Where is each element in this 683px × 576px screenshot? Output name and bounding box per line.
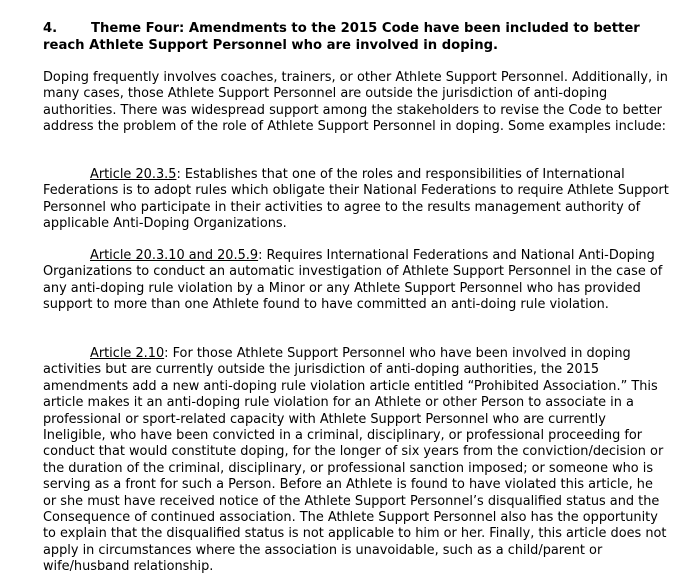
article-reference: Article 20.3.5 [90, 167, 177, 182]
article-paragraph [43, 248, 669, 314]
section-title: Theme Four: Amendments to the 2015 Code have been included to better reach Athlete Support Personnel who are involved in doping. [43, 21, 640, 53]
article-text: : Establishes that one of the roles and responsibilities of International Federations is to adopt rules which obligate their National Federations to require Athlete Support Personnel who participate in their activities to agree to the results management authority of applicable Anti-Doping Organizations. [43, 167, 669, 232]
article-text: : Requires International Federations and National Anti-Doping Organizations to conduct an automatic investigation of Athlete Support Personnel in the case of any anti-doping rule violation by a Minor or any Athlete Support Personnel who has provided support to more than one Athlete found to have committed an anti-doing rule violation. [43, 248, 663, 313]
intro-paragraph: Doping frequently involves coaches, trainers, or other Athlete Support Personnel. Additionally, in many cases, those Athlete Support Personnel are outside the jurisdiction of anti-doping authorities. There was widespread support among the stakeholders to revise the Code to better address the problem of the role of Athlete Support Personnel in doping. Some examples include: [43, 70, 668, 135]
section-heading [43, 20, 669, 54]
article-paragraph [43, 346, 669, 576]
document-page [43, 0, 669, 575]
article-reference: Article 2.10 [90, 346, 165, 361]
article-paragraph [43, 167, 669, 233]
article-reference: Article 20.3.10 and 20.5.9 [90, 248, 259, 263]
section-number: 4. [43, 21, 58, 36]
article-text: : For those Athlete Support Personnel who have been involved in doping activities but are currently outside the jurisdiction of anti-doping authorities, the 2015 amendments add a new anti-doping rule violation article entitled “Prohibited Association.” This article makes it an anti-doping rule violation for an Athlete or other Person to associate in a professional or sport-related capacity with Athlete Support Personnel who are currently Ineligible, who have been convicted in a criminal, disciplinary, or professional proceeding for conduct that would constitute doping, for the longer of six years from the conviction/decision or the duration of the criminal, disciplinary, or professional sanction imposed; or someone who is serving as a front for such a Person. Before an Athlete is found to have violated this article, he or she must have received notice of the Athlete Support Personnel’s disqualified status and the Consequence of continued association. The Athlete Support Personnel also has the opportunity to explain that the disqualified status is not applicable to him or her. Finally, this article does not apply in circumstances where the association is unavoidable, such as a child/parent or wife/husband relationship. [43, 346, 667, 575]
